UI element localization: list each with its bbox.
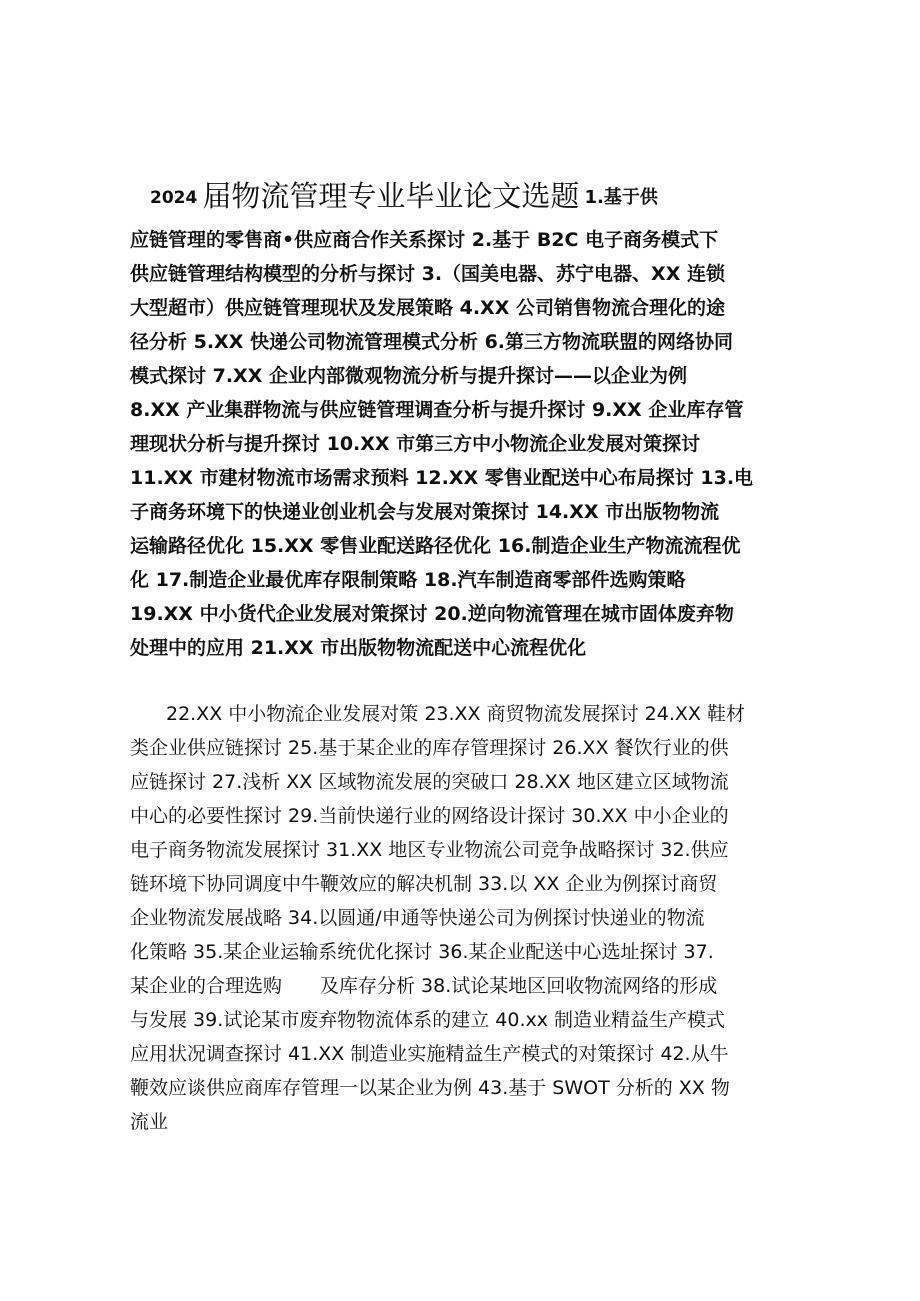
topic-line: 11.XX 市建材物流市场需求预料 12.XX 零售业配送中心布局探讨 13.电 — [130, 467, 754, 489]
topic-line: 19.XX 中小货代企业发展对策探讨 20.逆向物流管理在城市固体废弃物 — [130, 603, 734, 625]
topic-line: 类企业供应链探讨 25.基于某企业的库存管理探讨 26.XX 餐饮行业的供 — [130, 737, 729, 759]
topic-line: 中心的必要性探讨 29.当前快递行业的网络设计探讨 30.XX 中小企业的 — [130, 805, 729, 827]
topic-line: 供应链管理结构模型的分析与探讨 3.（国美电器、苏宁电器、XX 连锁 — [130, 263, 725, 285]
topic-line: 鞭效应谈供应商库存管理一以某企业为例 43.基于 SWOT 分析的 XX 物 — [130, 1077, 730, 1099]
title-tail: 1.基于供 — [584, 187, 658, 208]
topic-line: 应用状况调查探讨 41.XX 制造业实施精益生产模式的对策探讨 42.从牛 — [130, 1043, 729, 1065]
topic-line: 22.XX 中小物流企业发展对策 23.XX 商贸物流发展探讨 24.XX 鞋材 — [166, 703, 745, 725]
topic-line: 某企业的合理选购 及库存分析 38.试论某地区回收物流网络的形成 — [130, 975, 718, 997]
topic-line: 处理中的应用 21.XX 市出版物物流配送中心流程优化 — [130, 637, 587, 659]
topic-line: 电子商务物流发展探讨 31.XX 地区专业物流公司竞争战略探讨 32.供应 — [130, 839, 729, 861]
topic-line: 应链管理的零售商•供应商合作关系探讨 2.基于 B2C 电子商务模式下 — [130, 229, 719, 251]
topic-line: 化 17.制造企业最优库存限制策略 18.汽车制造商零部件选购策略 — [130, 569, 686, 591]
topic-line: 子商务环境下的快递业创业机会与发展对策探讨 14.XX 市出版物物流 — [130, 501, 720, 523]
topic-line: 与发展 39.试论某市废弃物物流体系的建立 40.xx 制造业精益生产模式 — [130, 1009, 726, 1031]
topic-line: 应链探讨 27.浅析 XX 区域物流发展的突破口 28.XX 地区建立区域物流 — [130, 771, 729, 793]
topic-line: 运输路径优化 15.XX 零售业配送路径优化 16.制造企业生产物流流程优 — [130, 535, 741, 557]
topic-line: 模式探讨 7.XX 企业内部微观物流分析与提升探讨——以企业为例 — [130, 365, 687, 387]
topic-line: 径分析 5.XX 快递公司物流管理模式分析 6.第三方物流联盟的网络协同 — [130, 331, 734, 353]
title-year: 2024 — [150, 188, 198, 208]
topic-line: 8.XX 产业集群物流与供应链管理调查分析与提升探讨 9.XX 企业库存管 — [130, 399, 744, 421]
topic-line: 理现状分析与提升探讨 10.XX 市第三方中小物流企业发展对策探讨 — [130, 433, 701, 455]
topic-line: 链环境下协同调度中牛鞭效应的解决机制 33.以 XX 企业为例探讨商贸 — [130, 873, 718, 895]
topic-line: 流业 — [130, 1111, 169, 1133]
topic-line: 企业物流发展战略 34.以圆通/申通等快递公司为例探讨快递业的物流 — [130, 907, 705, 929]
topic-line: 化策略 35.某企业运输系统优化探讨 36.某企业配送中心选址探讨 37. — [130, 941, 714, 963]
title-main: 届物流管理专业毕业论文选题 — [202, 179, 580, 213]
topic-line: 大型超市）供应链管理现状及发展策略 4.XX 公司销售物流合理化的途 — [130, 297, 725, 319]
document-title — [150, 174, 658, 214]
